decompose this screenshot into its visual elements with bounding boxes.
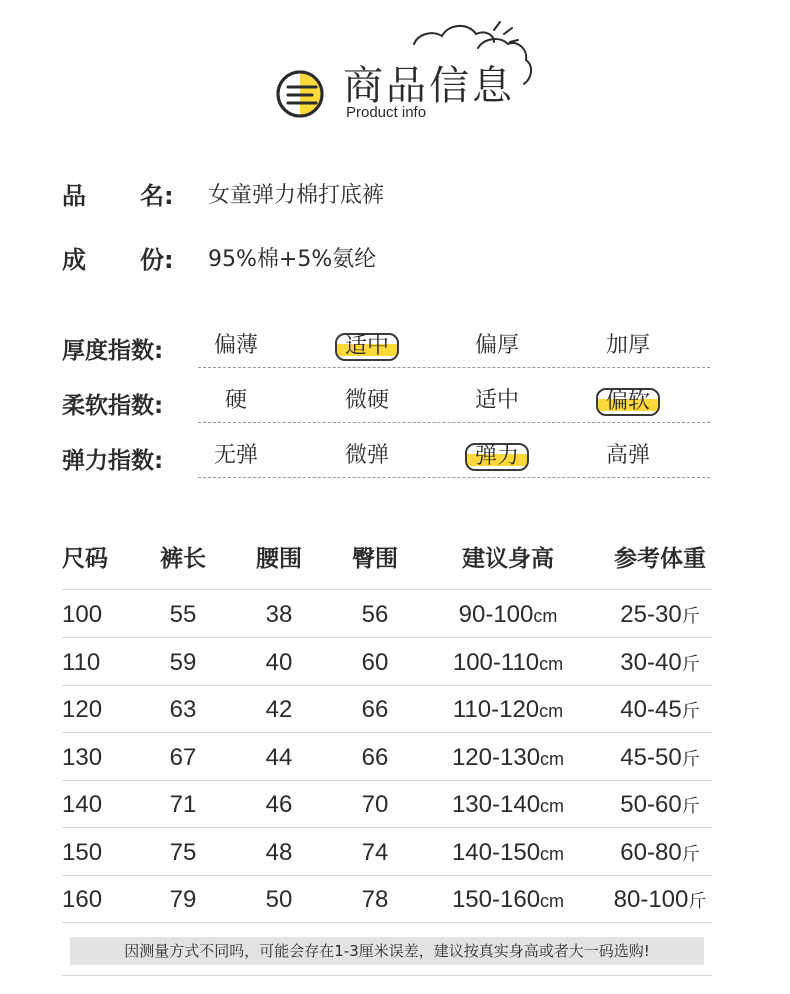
- table-cell: 40: [265, 648, 293, 676]
- table-cell: 140: [62, 791, 103, 818]
- index-option: 偏厚: [474, 333, 520, 358]
- name-label: 品 名:: [62, 182, 174, 210]
- table-cell: 50-60斤: [620, 791, 700, 818]
- index-label: 厚度指数:: [62, 338, 164, 364]
- dashed-divider: [198, 422, 710, 423]
- index-label: 弹力指数:: [62, 448, 164, 474]
- unit-label: cm: [540, 796, 565, 816]
- table-cell: 78: [361, 886, 389, 913]
- table-cell: 79: [169, 886, 197, 913]
- table-cell: 150: [62, 838, 103, 866]
- table-cell: 130: [62, 743, 103, 771]
- table-cell: 25-30斤: [620, 601, 700, 628]
- table-cell: 120: [62, 696, 103, 723]
- name-value: 女童弹力棉打底裤: [208, 183, 385, 208]
- table-cell: 66: [361, 743, 389, 771]
- index-option: 无弹: [213, 443, 259, 468]
- page-title: 商品信息: [343, 63, 515, 109]
- table-header: 建议身高: [462, 546, 554, 572]
- table-cell: 80-100斤: [613, 886, 707, 913]
- material-label: 成 份:: [62, 246, 174, 274]
- table-cell: 44: [265, 743, 293, 771]
- index-option-selected: 弹力: [465, 443, 529, 471]
- index-option-selected: 偏软: [596, 388, 660, 416]
- divider: [62, 975, 712, 976]
- table-divider: [62, 637, 712, 638]
- table-cell: 71: [169, 791, 197, 818]
- table-cell: 46: [265, 791, 293, 818]
- index-label: 柔软指数:: [62, 393, 164, 419]
- table-cell: 90-100cm: [458, 601, 558, 628]
- table-cell: 60-80斤: [620, 838, 700, 866]
- table-cell: 55: [169, 601, 197, 628]
- unit-label: 斤: [681, 748, 700, 769]
- table-cell: 56: [361, 601, 389, 628]
- dashed-divider: [198, 477, 710, 478]
- table-cell: 66: [361, 696, 389, 723]
- table-cell: 48: [265, 838, 293, 866]
- unit-label: 斤: [681, 843, 700, 864]
- unit-label: cm: [533, 606, 558, 626]
- index-option: 硬: [224, 388, 248, 413]
- table-header: 尺码: [62, 546, 108, 572]
- table-divider: [62, 922, 712, 923]
- table-header: 腰围: [256, 546, 302, 572]
- table-cell: 140-150cm: [451, 838, 565, 866]
- table-divider: [62, 732, 712, 733]
- table-cell: 100: [62, 601, 103, 628]
- table-header: 臀围: [352, 546, 398, 572]
- unit-label: cm: [539, 653, 564, 674]
- table-divider: [62, 780, 712, 781]
- table-divider: [62, 875, 712, 876]
- table-divider: [62, 685, 712, 686]
- unit-label: cm: [540, 891, 565, 911]
- table-divider: [62, 589, 712, 590]
- unit-label: cm: [539, 701, 564, 721]
- material-value: 95%棉+5%氨纶: [208, 247, 377, 272]
- table-cell: 60: [361, 648, 389, 676]
- index-option: 高弹: [605, 443, 651, 468]
- table-cell: 160: [62, 886, 103, 913]
- table-cell: 42: [265, 696, 293, 723]
- index-option: 微硬: [344, 388, 390, 413]
- table-cell: 70: [361, 791, 389, 818]
- table-cell: 30-40斤: [620, 648, 700, 676]
- table-cell: 110-120cm: [452, 696, 564, 723]
- index-option: 适中: [474, 388, 520, 413]
- table-cell: 110: [62, 648, 101, 676]
- table-cell: 74: [361, 838, 389, 866]
- table-divider: [62, 827, 712, 828]
- table-cell: 63: [169, 696, 197, 723]
- index-option: 微弹: [344, 443, 390, 468]
- table-cell: 130-140cm: [451, 791, 565, 818]
- table-cell: 38: [265, 601, 293, 628]
- table-cell: 45-50斤: [620, 743, 700, 771]
- unit-label: cm: [540, 748, 565, 769]
- measurement-note: 因测量方式不同吗，可能会存在1-3厘米误差，建议按真实身高或者大一码选购!: [70, 937, 704, 965]
- index-option-selected: 适中: [335, 333, 399, 361]
- unit-label: 斤: [681, 653, 700, 674]
- index-option: 偏薄: [213, 333, 259, 358]
- unit-label: 斤: [688, 891, 707, 911]
- unit-label: 斤: [681, 701, 700, 721]
- table-cell: 100-110cm: [452, 648, 564, 676]
- table-header: 裤长: [160, 546, 206, 572]
- table-cell: 67: [169, 743, 197, 771]
- table-cell: 75: [169, 838, 197, 866]
- page-subtitle: Product info: [346, 104, 427, 121]
- table-header: 参考体重: [614, 546, 706, 572]
- unit-label: cm: [540, 843, 565, 864]
- table-cell: 50: [265, 886, 293, 913]
- index-option: 加厚: [605, 333, 651, 358]
- menu-circle-icon: [278, 72, 322, 116]
- table-cell: 120-130cm: [451, 743, 565, 771]
- table-cell: 59: [169, 648, 197, 676]
- dashed-divider: [198, 367, 710, 368]
- table-cell: 150-160cm: [451, 886, 565, 913]
- unit-label: 斤: [681, 606, 700, 626]
- unit-label: 斤: [681, 796, 700, 816]
- table-cell: 40-45斤: [620, 696, 700, 723]
